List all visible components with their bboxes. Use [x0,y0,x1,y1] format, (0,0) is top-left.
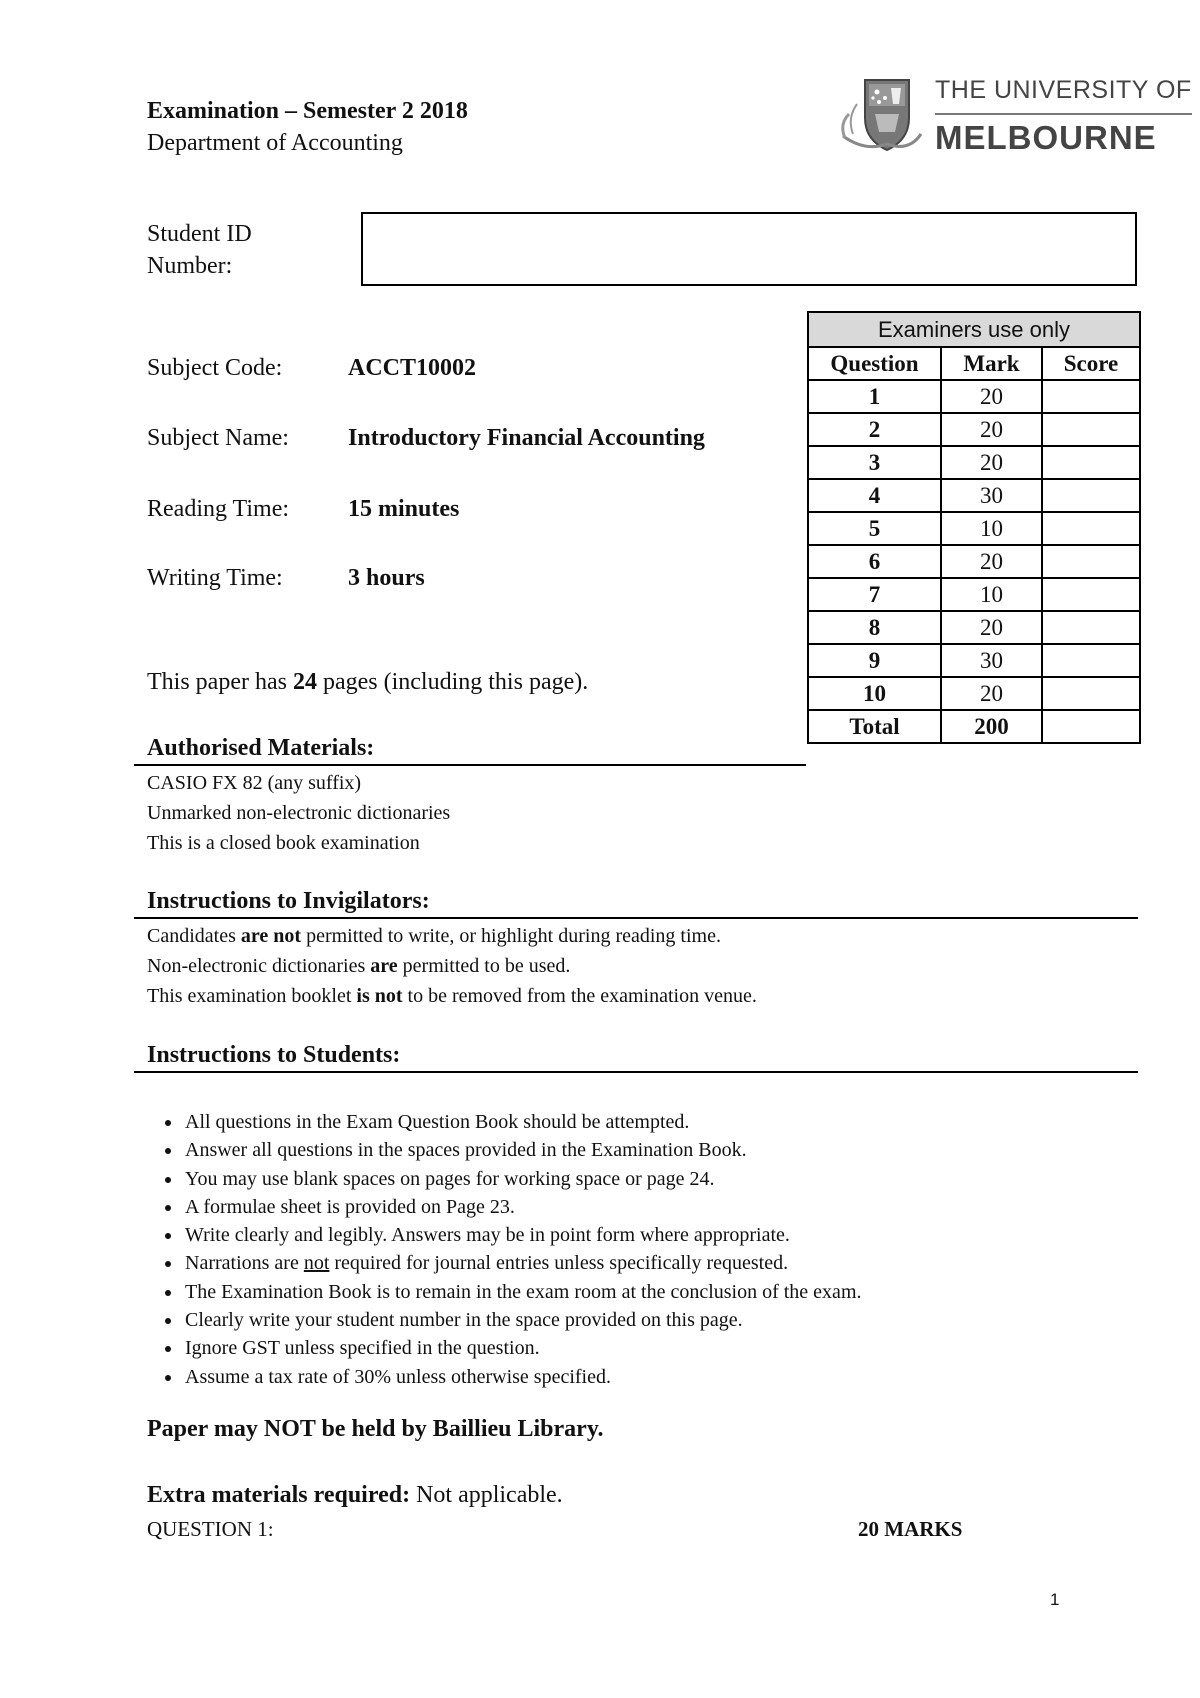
invigilator-instruction: This examination booklet is not to be removed from the examination venue. [147,985,757,1007]
score-cell[interactable] [1042,413,1140,446]
reading-time-label: Reading Time: [147,496,290,522]
table-row: 2 20 [808,413,1140,446]
department-name: Department of Accounting [147,130,403,156]
authorised-materials-heading: Authorised Materials: [147,735,375,761]
student-id-label-1: Student ID [147,221,252,247]
divider [134,1071,1138,1073]
writing-time-value: 3 hours [348,565,425,591]
student-instructions-list [155,1108,862,1391]
extra-materials: Extra materials required: Not applicable. [147,1482,563,1508]
question-marks: 20 MARKS [858,1517,963,1541]
table-row: 4 30 [808,479,1140,512]
list-item: • A formulae sheet is provided on Page 23. [183,1193,862,1221]
invigilators-heading: Instructions to Invigilators: [147,888,430,914]
authorised-item: Unmarked non-electronic dictionaries [147,802,451,824]
table-row: 6 20 [808,545,1140,578]
score-cell[interactable] [1042,644,1140,677]
table-row: 5 10 [808,512,1140,545]
list-item: • Ignore GST unless specified in the question. [183,1334,862,1362]
total-score-cell[interactable] [1042,710,1140,743]
score-cell[interactable] [1042,479,1140,512]
authorised-item: CASIO FX 82 (any suffix) [147,772,362,794]
score-cell[interactable] [1042,578,1140,611]
university-logo [935,76,1192,157]
score-cell[interactable] [1042,677,1140,710]
students-heading: Instructions to Students: [147,1042,401,1068]
list-item: • The Examination Book is to remain in the exam room at the conclusion of the exam. [183,1278,862,1306]
score-cell[interactable] [1042,512,1140,545]
total-label: Total [808,710,941,743]
subject-code-value: ACCT10002 [348,355,477,381]
list-item: • Write clearly and legibly. Answers may be in point form where appropriate. [183,1221,862,1249]
list-item: • Clearly write your student number in the space provided on this page. [183,1306,862,1334]
subject-code-label: Subject Code: [147,355,283,381]
list-item: • Narrations are not required for journal entries unless specifically requested. [183,1249,862,1277]
col-header-mark: Mark [941,347,1042,380]
logo-line-1: THE UNIVERSITY OF [935,76,1192,104]
table-row: 9 30 [808,644,1140,677]
table-row: 8 20 [808,611,1140,644]
invigilator-instruction: Non-electronic dictionaries are permitted to be used. [147,955,571,977]
table-row: 7 10 [808,578,1140,611]
col-header-score: Score [1042,347,1140,380]
table-row: 3 20 [808,446,1140,479]
list-item: • All questions in the Exam Question Book should be attempted. [183,1108,862,1136]
student-id-input[interactable] [361,212,1137,286]
total-mark: 200 [941,710,1042,743]
examiners-marks-table [807,311,1141,744]
list-item: • You may use blank spaces on pages for working space or page 24. [183,1165,862,1193]
exam-title: Examination – Semester 2 2018 [147,98,468,124]
page-count-note: This paper has 24 pages (including this page). [147,669,589,695]
examiners-use-only-header: Examiners use only [808,312,1140,347]
page-number: 1 [1050,1590,1060,1609]
university-crest-icon [835,74,923,154]
logo-line-2: MELBOURNE [935,113,1192,157]
list-item: • Answer all questions in the spaces provided in the Examination Book. [183,1136,862,1164]
divider [134,917,1138,919]
subject-name-value: Introductory Financial Accounting [348,425,705,451]
subject-name-label: Subject Name: [147,425,289,451]
score-cell[interactable] [1042,545,1140,578]
score-cell[interactable] [1042,380,1140,413]
score-cell[interactable] [1042,611,1140,644]
table-row: 1 20 [808,380,1140,413]
divider [134,764,806,766]
reading-time-value: 15 minutes [348,496,460,522]
authorised-item: This is a closed book examination [147,832,420,854]
score-cell[interactable] [1042,446,1140,479]
question-label: QUESTION 1: [147,1517,274,1541]
writing-time-label: Writing Time: [147,565,283,591]
list-item: • Assume a tax rate of 30% unless otherwise specified. [183,1363,862,1391]
col-header-question: Question [808,347,941,380]
invigilator-instruction: Candidates are not permitted to write, or highlight during reading time. [147,925,721,947]
library-note: Paper may NOT be held by Baillieu Library. [147,1416,604,1442]
table-total-row [808,710,1140,743]
student-id-label-2: Number: [147,253,233,279]
table-row: 10 20 [808,677,1140,710]
